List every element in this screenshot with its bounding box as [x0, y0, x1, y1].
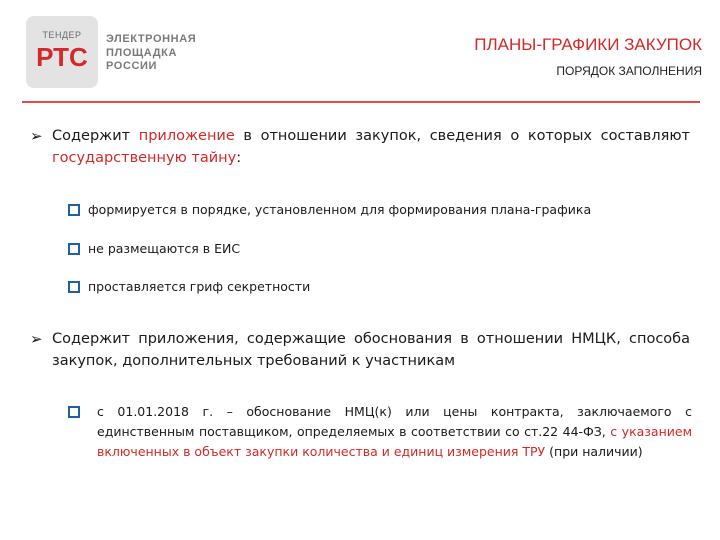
checkbox-bullet-icon — [68, 243, 80, 255]
logo-mark: РТС — [36, 42, 88, 72]
highlight-prilozhenie: приложение — [138, 128, 235, 144]
header-divider — [22, 101, 700, 103]
checkbox-bullet-icon — [68, 281, 80, 293]
logo-line: ЭЛЕКТРОННАЯ — [106, 33, 197, 45]
arrow-bullet-icon: ➢ — [30, 127, 43, 145]
list-item: проставляется гриф секретности — [68, 277, 692, 297]
logo-tender-label: ТЕНДЕР — [42, 30, 82, 40]
checkbox-bullet-icon — [68, 204, 80, 216]
logo-line: РОССИИ — [106, 60, 158, 72]
list-item: с 01.01.2018 г. – обоснование НМЦ(к) или цены контракта, заключаемого с единственным поставщиком, определяемых в соответствии со ст.22 44-ФЗ, с указанием включенных в объект закупки количества и единиц измерения ТРУ (при наличии) — [68, 402, 692, 462]
checkbox-bullet-icon — [68, 406, 80, 418]
logo-wordmark — [106, 33, 196, 74]
bullet-text: Содержит приложение в отношении закупок, сведения о которых составляют государственную тайну: — [52, 128, 690, 166]
logo — [26, 16, 98, 88]
bullet-section-1 — [30, 125, 690, 169]
bullet-section-2 — [30, 328, 690, 372]
list-item: формируется в порядке, установленном для формирования плана-графика — [68, 200, 692, 220]
logo-line: ПЛОЩАДКА — [106, 46, 178, 59]
highlight-gostaina: государственную тайну — [52, 150, 237, 166]
page-title: ПЛАНЫ-ГРАФИКИ ЗАКУПОК — [474, 35, 702, 54]
list-item: не размещаются в ЕИС — [68, 239, 692, 259]
arrow-bullet-icon: ➢ — [30, 330, 43, 348]
page-subtitle: ПОРЯДОК ЗАПОЛНЕНИЯ — [556, 64, 702, 78]
highlight-tru: с указанием включенных в объект закупки количества и единиц измерения ТРУ — [97, 424, 692, 459]
bullet-text: Содержит приложения, содержащие обоснования в отношении НМЦК, способа закупок, дополнительных требований к участникам — [52, 331, 690, 369]
